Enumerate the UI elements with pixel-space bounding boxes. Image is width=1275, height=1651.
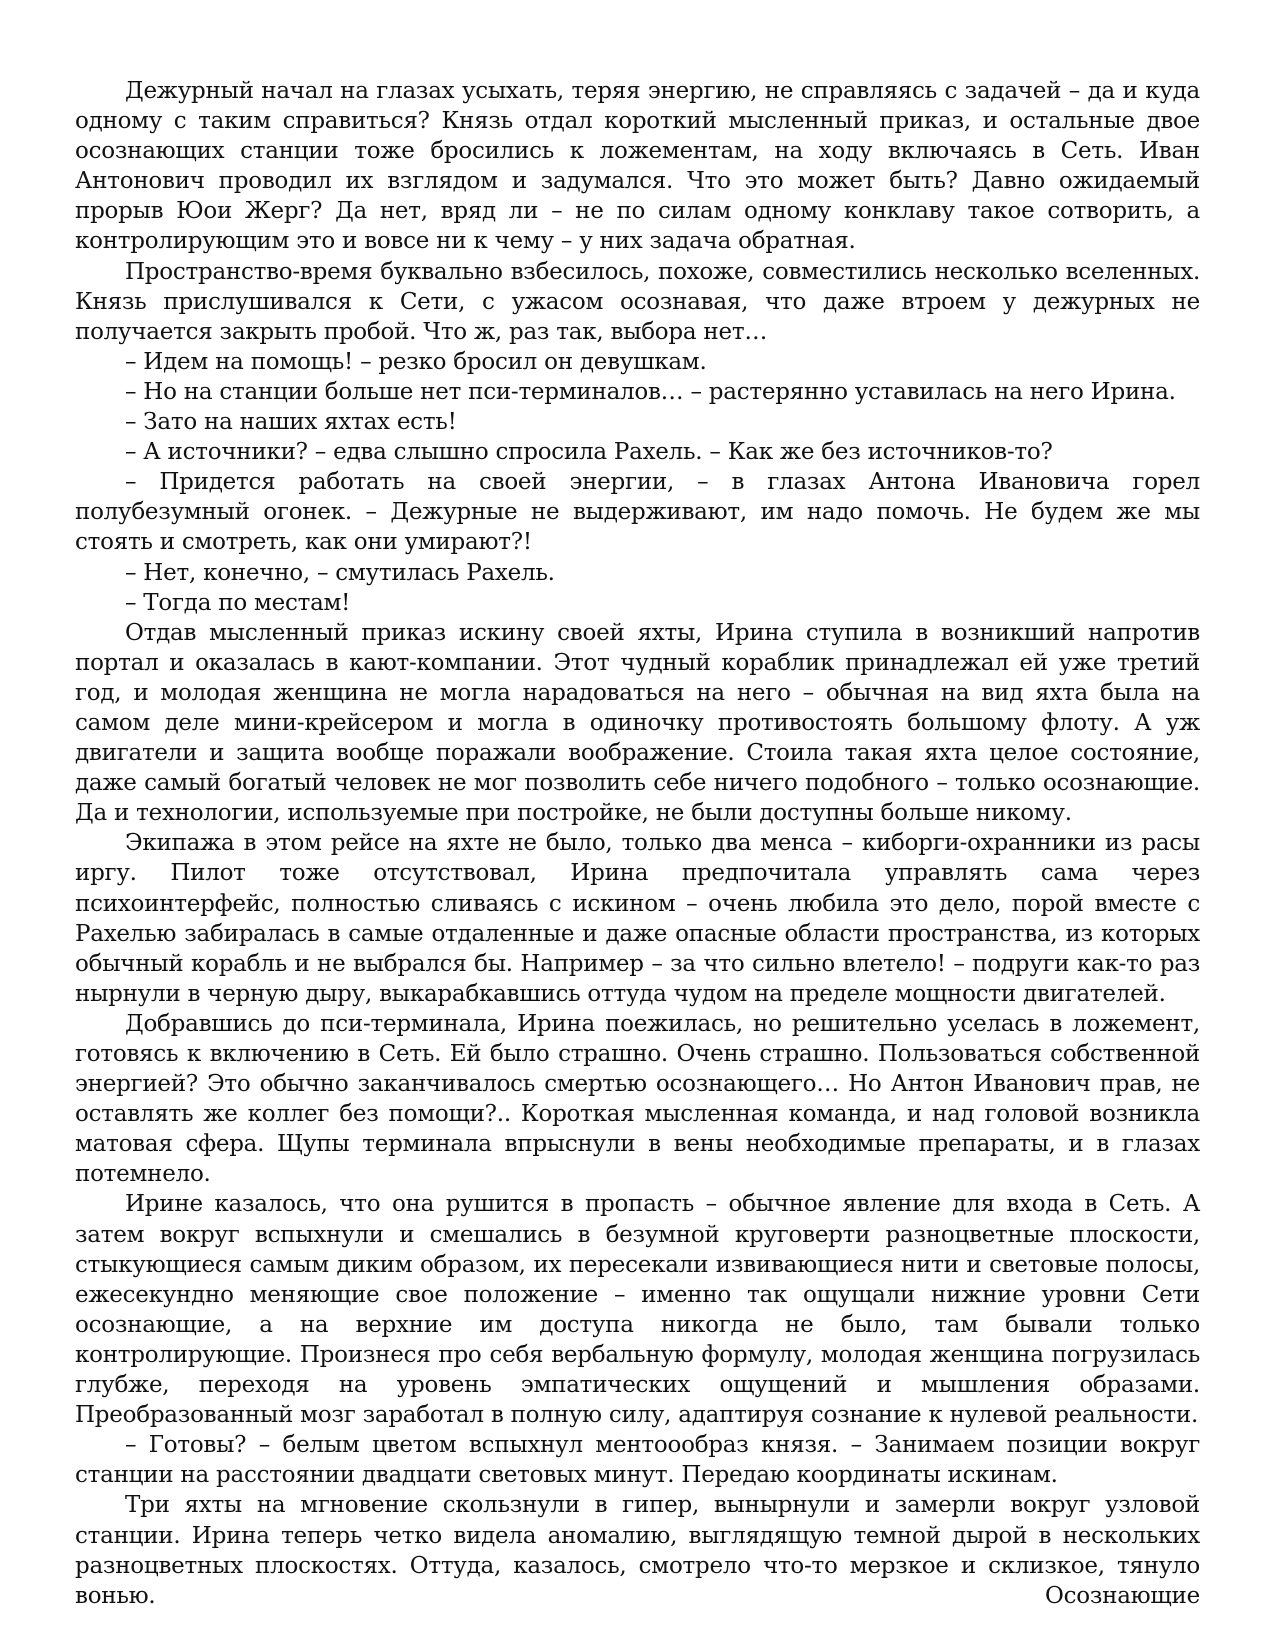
paragraph-8: – Нет, конечно, – смутилась Рахель. (125, 559, 555, 586)
paragraph-13: Ирине казалось, что она рушится в пропасть – обычное явление для входа в Сеть. А затем вокруг вспыхнули и смешались в безумной круговерти разноцветные плоскости, стыкующиеся самым диким образом, их пересекали извивающиеся нити и световые полосы, ежесекундно меняющие свое положение – именно так ощущали нижние уровни Сети осознающие, а на верхние им доступа никогда не было, там бывали только контролирующие. Произнеся про себя вербальную формулу, молодая женщина погрузилась глубже, переходя на уровень эмпатических ощущений и мышления образами. Преобразованный мозг заработал в полную силу, адаптируя сознание к нулевой реальности. (75, 1191, 1200, 1429)
paragraph-5: – Зато на наших яхтах есть! (125, 409, 457, 436)
paragraph-6: – А источники? – едва слышно спросила Рахель. – Как же без источников-то? (125, 439, 1053, 466)
paragraph-3: – Идем на помощь! – резко бросил он девушкам. (125, 348, 707, 375)
paragraph-4: – Но на станции больше нет пси-терминалов… – растерянно уставилась на него Ирина. (125, 378, 1176, 405)
paragraph-7: – Придется работать на своей энергии, – в глазах Антона Ивановича горел полубезумный огонек. – Дежурные не выдерживают, им надо помочь. Не будем же мы стоять и смотреть, как они умирают?! (75, 469, 1200, 556)
paragraph-1: Дежурный начал на глазах усыхать, теряя энергию, не справляясь с задачей – да и куда одному с таким справиться? Князь отдал короткий мысленный приказ, и остальные двое осознающих станции тоже бросились к ложементам, на ходу включаясь в Сеть. Иван Антонович проводил их взглядом и задумался. Что это может быть? Давно ожидаемый прорыв Юои Жерг? Да нет, вряд ли – не по силам одному конклаву такое сотворить, а контролирующим это и вовсе ни к чему – у них задача обратная. (75, 78, 1200, 255)
paragraph-9: – Тогда по местам! (125, 589, 351, 616)
paragraph-2: Пространство-время буквально взбесилось, похоже, совместились несколько вселенных. Князь прислушивался к Сети, с ужасом осознавая, что даже втроем у дежурных не получается закрыть пробой. Что ж, раз так, выбора нет… (75, 258, 1200, 345)
document-page (75, 76, 1200, 1611)
paragraph-11: Экипажа в этом рейсе на яхте не было, только два менса – киборги-охранники из расы иргу. Пилот тоже отсутствовал, Ирина предпочитала управлять сама через психоинтерфейс, полностью сливаясь с искином – очень любила это дело, порой вместе с Рахелью забиралась в самые отдаленные и даже опасные области пространства, из которых обычный корабль и не выбрался бы. Например – за что сильно влетело! – подруги как-то раз нырнули в черную дыру, выкарабкавшись оттуда чудом на пределе мощности двигателей. (75, 830, 1200, 1007)
paragraph-12: Добравшись до пси-терминала, Ирина поежилась, но решительно уселась в ложемент, готовясь к включению в Сеть. Ей было страшно. Очень страшно. Пользоваться собственной энергией? Это обычно заканчивалось смертью осознающего… Но Антон Иванович прав, не оставлять же коллег без помощи?.. Короткая мысленная команда, и над головой возникла матовая сфера. Щупы терминала впрыснули в вены необходимые препараты, и в глазах потемнело. (75, 1010, 1200, 1188)
paragraph-15: Три яхты на мгновение скользнули в гипер, вынырнули и замерли вокруг узловой станции. Ирина теперь четко видела аномалию, выглядящую темной дырой в нескольких разноцветных плоскостях. Оттуда, казалось, смотрело что-то мерзкое и склизкое, тянуло вонью. Осознающие (75, 1492, 1200, 1609)
paragraph-10: Отдав мысленный приказ искину своей яхты, Ирина ступила в возникший напротив портал и оказалась в кают-компании. Этот чудный кораблик принадлежал ей уже третий год, и молодая женщина не могла нарадоваться на него – обычная на вид яхта была на самом деле мини-крейсером и могла в одиночку противостоять большому флоту. А уж двигатели и защита вообще поражали воображение. Стоила такая яхта целое состояние, даже самый богатый человек не мог позволить себе ничего подобного – только осознающие. Да и технологии, используемые при постройке, не были доступны больше никому. (75, 619, 1200, 827)
paragraph-14: – Готовы? – белым цветом вспыхнул ментоообраз князя. – Занимаем позиции вокруг станции на расстоянии двадцати световых минут. Передаю координаты искинам. (75, 1432, 1200, 1489)
